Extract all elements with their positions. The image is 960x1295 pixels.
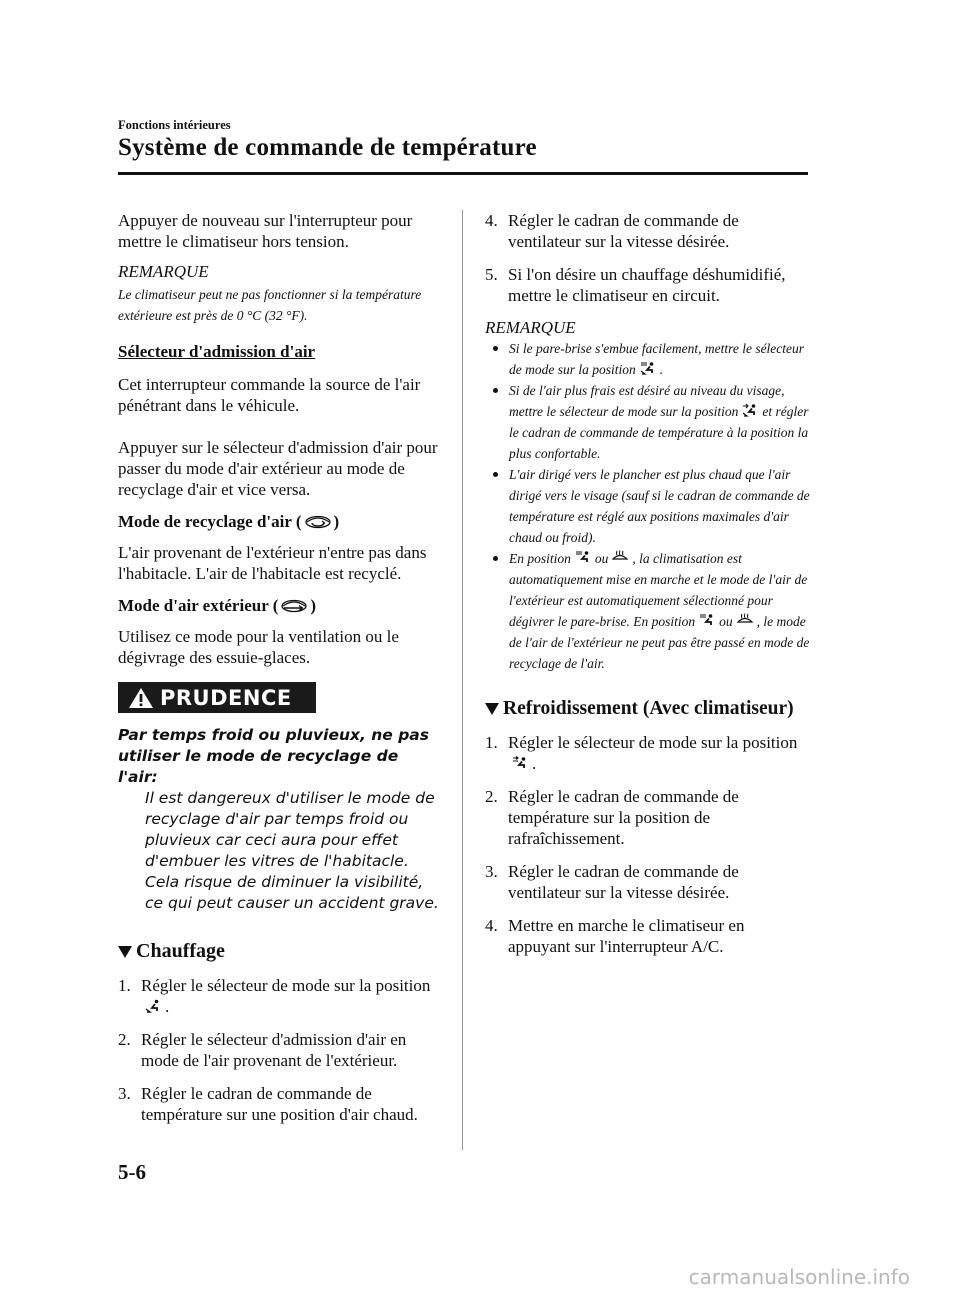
bullet (493, 556, 498, 561)
step-number: 2. (485, 787, 498, 806)
bi-level-mode-icon (742, 403, 758, 417)
page-title: Système de commande de température (118, 134, 537, 161)
floor-mode-icon (145, 999, 161, 1013)
outside-heading-close: ) (310, 596, 317, 615)
heating-heading-text: Chauffage (136, 940, 225, 962)
section-triangle-icon (485, 702, 499, 716)
list-item (485, 861, 810, 903)
column-divider (462, 210, 463, 1150)
step-text: Régler le sélecteur de mode sur la position (508, 733, 798, 752)
watermark: carmanualsonline.info (688, 1265, 910, 1289)
defrost-mode-icon (737, 613, 753, 627)
caution-body: Il est dangereux d'utiliser le mode de recyclage d'air par temps froid ou pluvieux car ceci aura pour effet d'embuer les vitres de l'habitacle. Cela risque de diminuer la visibilité, ce qui peut causer un accident grave. (145, 789, 439, 912)
list-item (485, 548, 810, 674)
bullet (493, 388, 498, 393)
step-text: Régler le cadran de commande de ventilateur sur la vitesse désirée. (508, 211, 739, 251)
note-item-text: ou (719, 614, 733, 629)
note-heading: REMARQUE (118, 262, 209, 281)
list-item (485, 786, 810, 849)
left-column (118, 210, 440, 1125)
list-item (485, 338, 810, 380)
note-item-text-end: . (659, 362, 664, 377)
defrost-mode-icon (612, 550, 628, 564)
outside-text: Utilisez ce mode pour la ventilation ou le dégivrage des essuie-glaces. (118, 627, 399, 667)
step-text: Régler le sélecteur d'admission d'air en mode de l'air provenant de l'extérieur. (141, 1030, 407, 1070)
step-number: 4. (485, 211, 498, 230)
note-item-text: L'air dirigé vers le plancher est plus chaud que l'air dirigé vers le visage (sauf si le cadran de commande de température est réglé aux positions maximales d'air chaud ou froid). (509, 467, 810, 545)
recirc-heading-close: ) (333, 512, 340, 531)
recirculation-icon (304, 514, 332, 529)
heating-steps (118, 975, 440, 1125)
note-item-text: , le mode de l'air de l'extérieur ne peut pas être passé en mode de recyclage de l'air. (509, 614, 810, 671)
right-column (485, 210, 810, 957)
intake-paragraph-2: Appuyer sur le sélecteur d'admission d'air pour passer du mode d'air extérieur au mode de recyclage d'air et vice versa. (118, 438, 438, 499)
step-text-end: . (165, 997, 170, 1016)
step-number: 3. (118, 1084, 131, 1103)
note-item-text: Si de l'air plus frais est désiré au niveau du visage, mettre le sélecteur de mode sur la position (509, 383, 785, 419)
cooling-steps (485, 732, 810, 957)
step-text: Si l'on désire un chauffage déshumidifié, mettre le climatiseur en circuit. (508, 265, 786, 305)
bullet (493, 472, 498, 477)
cooling-heading-text: Refroidissement (Avec climatiseur) (503, 698, 794, 719)
note-item-text: En position (509, 551, 571, 566)
warning-icon (128, 686, 154, 710)
caution-lead: Par temps froid ou pluvieux, ne pas utiliser le mode de recyclage de l'air: (118, 726, 429, 786)
outside-heading (118, 596, 440, 616)
note-text: Le climatiseur peut ne pas fonctionner si la température extérieure est près de 0 °C (32 °F). (118, 287, 422, 323)
note-item-text: ou (594, 551, 609, 566)
cooling-heading (485, 698, 810, 720)
caution-banner (118, 682, 316, 713)
list-item (118, 1083, 440, 1125)
list-item (485, 380, 810, 464)
note-item-text: Si le pare-brise s'embue facilement, mettre le sélecteur de mode sur la position (509, 341, 805, 377)
step-number: 3. (485, 862, 498, 881)
recirc-text: L'air provenant de l'extérieur n'entre pas dans l'habitacle. L'air de l'habitacle est recyclé. (118, 543, 427, 583)
heating-heading (118, 940, 440, 963)
title-rule (118, 172, 808, 175)
note-item-text-end: et régler le cadran de commande de température à la position la plus confortable. (509, 404, 809, 461)
list-item (485, 915, 810, 957)
step-text: Régler le sélecteur de mode sur la position (141, 976, 431, 995)
section-label: Fonctions intérieures (118, 118, 231, 132)
list-item (118, 1029, 440, 1071)
step-number: 2. (118, 1030, 131, 1049)
heating-steps-continued (485, 210, 810, 306)
note-item-text: , la climatisation est automatiquement mise en marche et le mode de l'air de l'extérieur est automatiquement sélectionné pour dégivrer le pare-brise. En position (509, 551, 808, 629)
list-item (485, 464, 810, 548)
section-triangle-icon (118, 945, 132, 959)
list-item (485, 732, 810, 774)
vent-mode-icon (512, 756, 528, 770)
step-text-end: . (532, 754, 537, 773)
step-number: 5. (485, 265, 498, 284)
list-item (485, 210, 810, 252)
floor-defrost-mode-icon (640, 361, 656, 375)
caution-word: PRUDENCE (160, 685, 292, 710)
step-number: 4. (485, 916, 498, 935)
step-text: Régler le cadran de commande de température sur une position d'air chaud. (141, 1084, 418, 1124)
list-item (118, 975, 440, 1017)
outside-air-icon (280, 598, 308, 613)
step-text: Régler le cadran de commande de température sur la position de rafraîchissement. (508, 787, 739, 848)
step-number: 1. (118, 976, 131, 995)
intake-paragraph-1: Cet interrupteur commande la source de l'air pénétrant dans le véhicule. (118, 375, 421, 415)
outside-heading-text: Mode d'air extérieur ( (118, 596, 279, 615)
page-number: 5-6 (118, 1160, 146, 1184)
bullet (493, 346, 498, 351)
step-text: Régler le cadran de commande de ventilateur sur la vitesse désirée. (508, 862, 739, 902)
intake-heading: Sélecteur d'admission d'air (118, 342, 316, 361)
note-heading: REMARQUE (485, 318, 576, 337)
recirc-heading (118, 512, 440, 532)
floor-defrost-mode-icon (699, 613, 715, 627)
recirc-heading-text: Mode de recyclage d'air ( (118, 512, 302, 531)
note-list (485, 338, 810, 674)
floor-defrost-mode-icon (575, 550, 591, 564)
step-number: 1. (485, 733, 498, 752)
list-item (485, 264, 810, 306)
step-text: Mettre en marche le climatiseur en appuyant sur l'interrupteur A/C. (508, 916, 745, 956)
intro-paragraph: Appuyer de nouveau sur l'interrupteur pour mettre le climatiseur hors tension. (118, 211, 413, 251)
